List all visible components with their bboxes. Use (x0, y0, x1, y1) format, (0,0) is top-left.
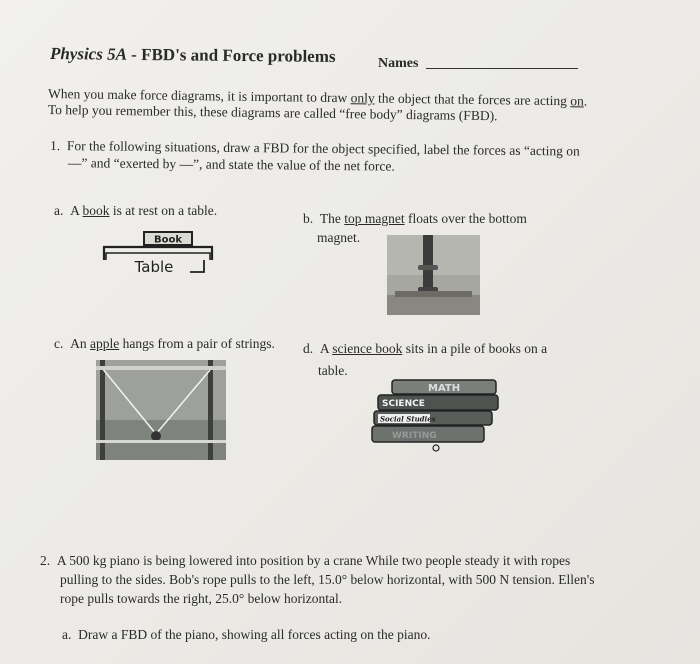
book-label: Book (153, 234, 183, 246)
question-2-line-2: pulling to the sides. Bob's rope pulls to the left, 15.0° below horizontal, with 500 N tension. Ellen's (60, 572, 595, 587)
svg-text:WRITING: WRITING (392, 431, 437, 441)
svg-text:SCIENCE: SCIENCE (382, 399, 425, 409)
svg-text:MATH: MATH (428, 383, 461, 394)
question-2-line-3: rope pulls towards the right, 25.0° below horizontal. (60, 591, 343, 606)
floating-magnet-photo (387, 235, 480, 315)
intro-paragraph (48, 86, 588, 126)
question-1-number: 1. (50, 138, 61, 154)
names-label: Names (378, 56, 419, 71)
question-2-line-1: A 500 kg piano is being lowered into position by a crane While two people steady it with ropes (56, 553, 571, 568)
names-blank-line (426, 68, 578, 69)
part-c-text: c. An apple hangs from a pair of strings. (54, 336, 275, 351)
question-1-line-1: For the following situations, draw a FBD for the object specified, label the forces as “acting on (66, 138, 580, 159)
question-1 (50, 137, 580, 177)
book-pile-drawing (370, 378, 500, 454)
intro-line-1: When you make force diagrams, it is important to draw only the object that the forces are acting on. (48, 86, 588, 109)
question-1-line-2: —” and “exerted by —”, and state the value of the net force. (67, 155, 395, 174)
svg-text:Social Studies: Social Studies (380, 414, 436, 424)
page-title (50, 44, 336, 67)
part-b-text: b. The top magnet floats over the bottom magnet. (303, 211, 527, 245)
intro-line-2: To help you remember this, these diagrams are called “free body” diagrams (FBD). (47, 102, 498, 124)
question-2 (40, 551, 594, 608)
book-on-table-diagram (98, 226, 218, 281)
title-course: Physics 5A (49, 44, 128, 64)
question-2a: a. Draw a FBD of the piano, showing all forces acting on the piano. (62, 627, 431, 642)
question-2-number: 2. (40, 553, 51, 568)
title-topic: - FBD's and Force problems (126, 44, 336, 66)
hanging-apple-photo (96, 360, 226, 460)
table-label: Table (134, 258, 174, 276)
part-d-text: d. A science book sits in a pile of books on a table. (303, 341, 548, 378)
part-a-text: a. A book is at rest on a table. (54, 203, 218, 218)
